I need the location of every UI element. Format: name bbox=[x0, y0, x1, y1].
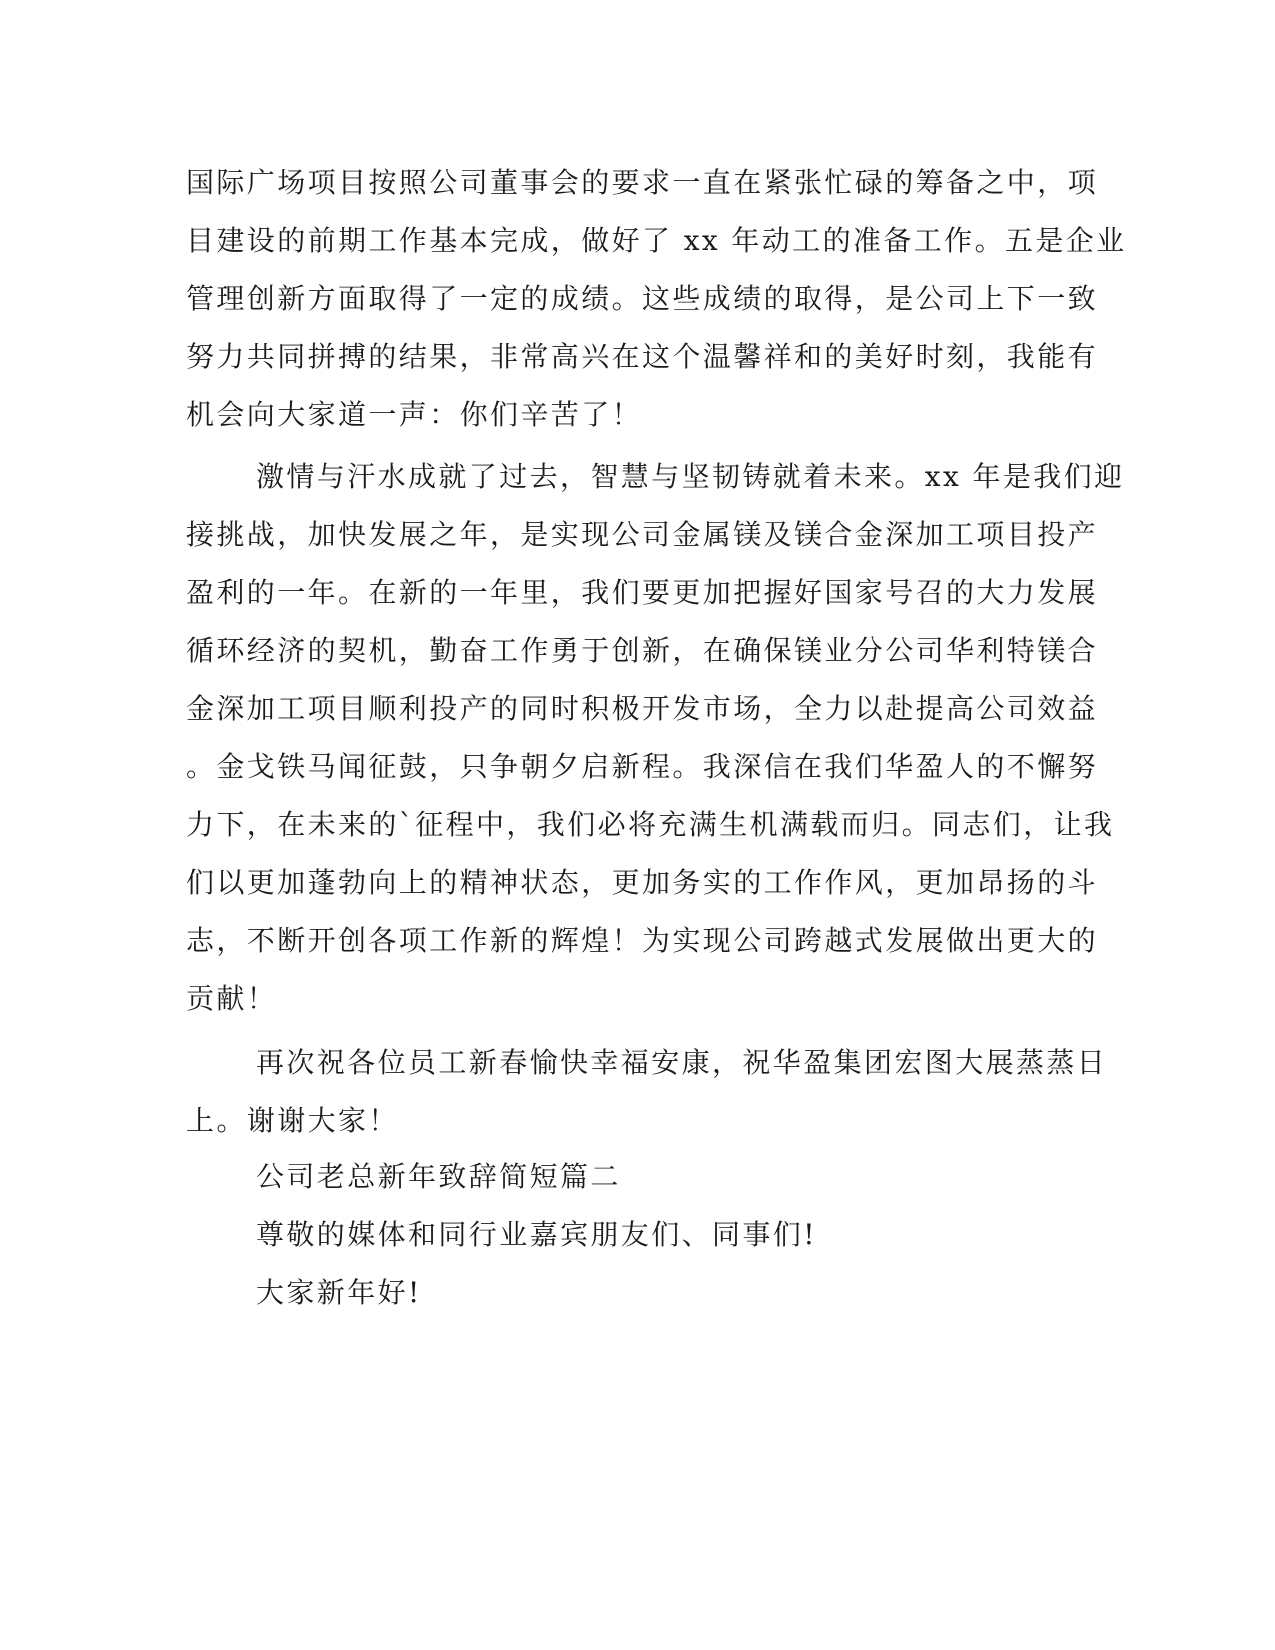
paragraph-line: 上。谢谢大家！ bbox=[186, 1104, 399, 1137]
paragraph-line: 接挑战，加快发展之年，是实现公司金属镁及镁合金深加工项目投产 bbox=[186, 518, 1099, 551]
section-heading: 公司老总新年致辞简短篇二 bbox=[256, 1160, 621, 1193]
paragraph-line: 。金戈铁马闻征鼓，只争朝夕启新程。我深信在我们华盈人的不懈努 bbox=[186, 750, 1099, 783]
paragraph-line: 贡献！ bbox=[186, 982, 278, 1015]
paragraph-line: 们以更加蓬勃向上的精神状态，更加务实的工作作风，更加昂扬的斗 bbox=[186, 866, 1099, 899]
paragraph-line: 国际广场项目按照公司董事会的要求一直在紧张忙碌的筹备之中，项 bbox=[186, 166, 1099, 199]
paragraph-line: 循环经济的契机，勤奋工作勇于创新，在确保镁业分公司华利特镁合 bbox=[186, 634, 1099, 667]
paragraph-line: 目建设的前期工作基本完成，做好了 xx 年动工的准备工作。五是企业 bbox=[186, 224, 1127, 257]
paragraph-line: 盈利的一年。在新的一年里，我们要更加把握好国家号召的大力发展 bbox=[186, 576, 1099, 609]
paragraph-line: 激情与汗水成就了过去，智慧与坚韧铸就着未来。xx 年是我们迎 bbox=[256, 460, 1125, 493]
paragraph-line: 努力共同拼搏的结果，非常高兴在这个温馨祥和的美好时刻，我能有 bbox=[186, 340, 1099, 373]
paragraph-line: 金深加工项目顺利投产的同时积极开发市场，全力以赴提高公司效益 bbox=[186, 692, 1099, 725]
greeting-line: 大家新年好! bbox=[256, 1276, 422, 1309]
paragraph-line: 管理创新方面取得了一定的成绩。这些成绩的取得，是公司上下一致 bbox=[186, 282, 1099, 315]
paragraph-line: 再次祝各位员工新春愉快幸福安康，祝华盈集团宏图大展蒸蒸日 bbox=[256, 1046, 1108, 1079]
paragraph-line: 力下，在未来的`征程中，我们必将充满生机满载而归。同志们，让我 bbox=[186, 808, 1115, 841]
paragraph-line: 志，不断开创各项工作新的辉煌！为实现公司跨越式发展做出更大的 bbox=[186, 924, 1099, 957]
paragraph-line: 机会向大家道一声：你们辛苦了！ bbox=[186, 398, 643, 431]
greeting-line: 尊敬的媒体和同行业嘉宾朋友们、同事们! bbox=[256, 1218, 817, 1251]
